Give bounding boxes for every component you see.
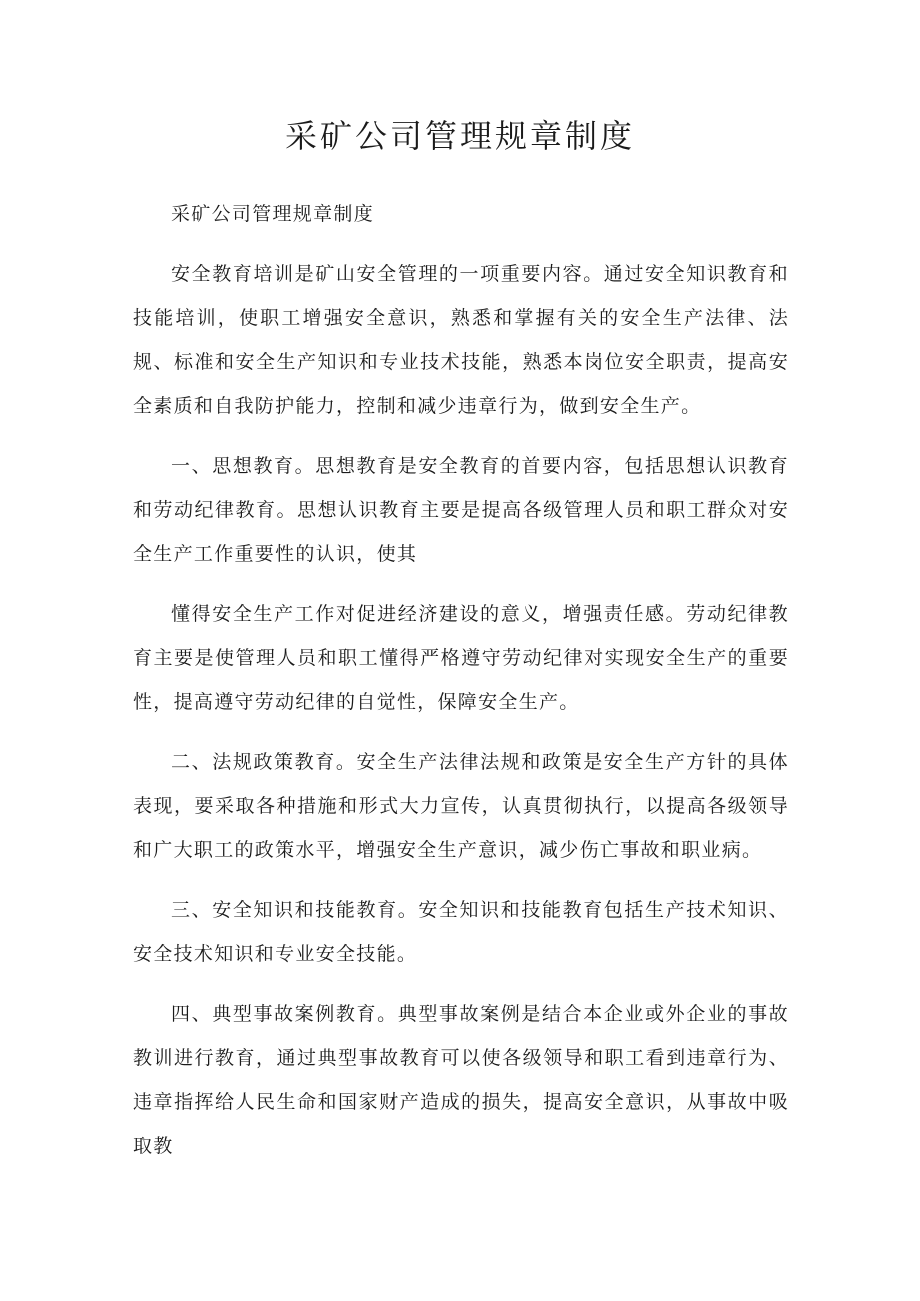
- paragraph-knowledge-skills: 三、安全知识和技能教育。安全知识和技能教育包括生产技术知识、安全技术知识和专业安全技能。: [133, 899, 789, 965]
- paragraph-accident-cases: 四、典型事故案例教育。典型事故案例是结合本企业或外企业的事故教训进行教育，通过典型事故教育可以使各级领导和职工看到违章行为、违章指挥给人民生命和国家财产造成的损失，提高安全意识，从事故中吸取教: [133, 1003, 789, 1157]
- paragraph-regulation-policy: 二、法规政策教育。安全生产法律法规和政策是安全生产方针的具体表现，要采取各种措施和形式大力宣传，认真贯彻执行，以提高各级领导和广大职工的政策水平，增强安全生产意识，减少伤亡事故和职业病。: [133, 751, 789, 861]
- document-body: [133, 192, 789, 1184]
- document-subtitle: 采矿公司管理规章制度: [171, 203, 375, 225]
- document-title: 采矿公司管理规章制度: [284, 117, 635, 155]
- paragraph-labor-discipline: 懂得安全生产工作对促进经济建设的意义，增强责任感。劳动纪律教育主要是使管理人员和职工懂得严格遵守劳动纪律对实现安全生产的重要性，提高遵守劳动纪律的自觉性，保障安全生产。: [133, 603, 789, 713]
- paragraph-intro: 安全教育培训是矿山安全管理的一项重要内容。通过安全知识教育和技能培训，使职工增强安全意识，熟悉和掌握有关的安全生产法律、法规、标准和安全生产知识和专业技术技能，熟悉本岗位安全职责，提高安全素质和自我防护能力，控制和减少违章行为，做到安全生产。: [133, 263, 789, 417]
- paragraph-ideological-education: 一、思想教育。思想教育是安全教育的首要内容，包括思想认识教育和劳动纪律教育。思想认识教育主要是提高各级管理人员和职工群众对安全生产工作重要性的认识，使其: [133, 455, 789, 565]
